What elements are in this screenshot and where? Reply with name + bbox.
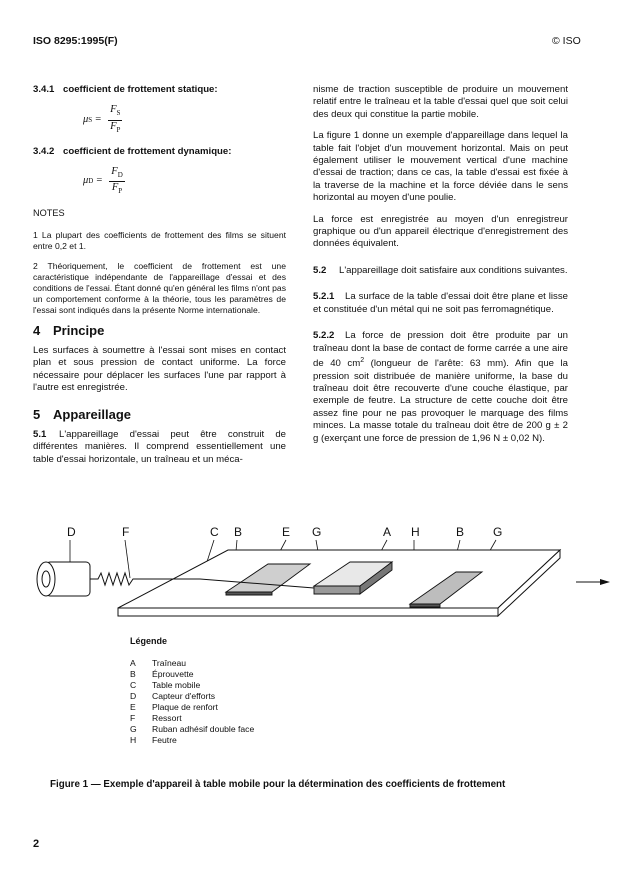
section-title: Principe xyxy=(53,322,105,338)
paragraph-text-b: (longueur de l'arête: 63 mm). Afin que la pression soit distribuée de manière uniforme, la base du traîneau doit être recouverte d'une couche élastique, par exemple de feutre. La structure de cette couche doit être assez fine pour ne pas provoquer le marquage des films minces. La masse totale du traîneau doit être de 200 g ± 2 g (exerçant une force de pression de 1,96 N ± 0,02 N). xyxy=(313,358,568,444)
equals-sign: = xyxy=(96,175,103,187)
left-column xyxy=(33,84,286,475)
legend-text: Feutre xyxy=(152,735,177,745)
paragraph-text: L'appareillage doit satisfaire aux conditions suivantes. xyxy=(339,264,568,276)
section-number: 4 xyxy=(33,322,41,338)
section-number xyxy=(313,291,345,302)
paragraph-figure-1: La figure 1 donne un exemple d'appareillage dans lequel la table fait l'objet d'un mouvement horizontal. Mais on peut également utiliser le mouvement vertical d'une machine d'essai de traction; dans ce cas, la table d'essai est fixée à la traverse de la machine et la force déviée dans le sens horizontal au moyen d'une poulie. xyxy=(313,130,568,204)
mu-subscript: S xyxy=(88,115,93,124)
leader-F xyxy=(125,540,130,578)
legend-text: Traîneau xyxy=(152,658,187,668)
strip-left-edge xyxy=(226,592,272,595)
sensor-hole xyxy=(42,571,50,587)
paragraph-5-2 xyxy=(313,265,568,277)
note-2: 2 Théoriquement, le coefficient de frottement est une caractéristique indépendante de l'appareillage d'essai et des conditions de l'essai. Étant donné qu'en général les films n'ont pas un comportement conforme à la théorie, tous les paramètres de l'essai sont indiqués dans la présente Norme internationale. xyxy=(33,260,286,315)
label-B: B xyxy=(234,525,243,539)
right-column xyxy=(313,84,568,454)
numerator xyxy=(108,104,122,120)
section-title: coefficient de frottement dynamique: xyxy=(63,145,232,157)
label-F: F xyxy=(122,525,130,539)
label-E: E xyxy=(282,525,291,539)
denominator-subscript: P xyxy=(116,125,121,134)
section-number: 5 xyxy=(33,406,41,422)
denominator xyxy=(108,121,122,136)
section-number-text: 5.2.2 xyxy=(313,330,335,342)
label-D: D xyxy=(67,525,76,539)
numerator-subscript: S xyxy=(116,109,121,118)
copyright-iso: © ISO xyxy=(552,35,581,47)
notes-title: NOTES xyxy=(33,208,65,219)
paragraph-5-2-2 xyxy=(313,330,568,445)
legend-item xyxy=(130,691,254,702)
denominator-symbol: F xyxy=(111,182,119,194)
legend-key: B xyxy=(130,669,136,679)
denominator-subscript: P xyxy=(118,187,123,196)
section-number-text: 5.1 xyxy=(33,429,47,441)
legend-item xyxy=(130,658,254,669)
section-number xyxy=(313,265,339,276)
section-number xyxy=(313,330,345,341)
principe-text: Les surfaces à soumettre à l'essai sont mises en contact plan et sous pression de contact uniforme. La force nécessaire pour déplacer les surfaces l'une par rapport à l'autre est enregistrée. xyxy=(33,345,286,394)
label-B: B xyxy=(456,525,465,539)
section-title: coefficient de frottement statique: xyxy=(63,84,218,95)
legend-item xyxy=(130,724,254,735)
page-number: 2 xyxy=(33,838,40,850)
force-sensor xyxy=(37,562,90,596)
fraction xyxy=(108,104,122,135)
heading-5 xyxy=(33,406,286,422)
legend-key: F xyxy=(130,713,136,723)
numerator xyxy=(109,166,124,182)
legend-key: G xyxy=(130,724,137,734)
legend-title: Légende xyxy=(130,636,168,646)
legend-item xyxy=(130,669,254,680)
figure-caption: Figure 1 — Exemple d'appareil à table mobile pour la détermination des coefficients de frottement xyxy=(50,779,506,790)
legend-text: Capteur d'efforts xyxy=(152,691,216,701)
legend-key: A xyxy=(130,658,136,668)
legend-list xyxy=(130,658,254,746)
legend-text: Ressort xyxy=(152,713,182,723)
legend-text: Ruban adhésif double face xyxy=(152,724,255,734)
heading-3-4-1 xyxy=(33,84,286,96)
paragraph-text: La surface de la table d'essai doit être plane et lisse et constituée d'un métal qui ne soit pas ferromagnétique. xyxy=(313,291,568,315)
formula-static xyxy=(83,104,286,135)
label-G: G xyxy=(493,525,503,539)
legend-text: Table mobile xyxy=(152,680,201,690)
section-number-text: 5.2 xyxy=(313,264,327,276)
section-number-text: 5.2.1 xyxy=(313,291,335,303)
note-1: 1 La plupart des coefficients de frottement des films se situent entre 0,2 et 1. xyxy=(33,229,286,251)
table-front-edge xyxy=(118,608,498,616)
equals-sign: = xyxy=(95,113,102,125)
document-id: ISO 8295:1995(F) xyxy=(33,35,118,47)
strip-right-edge xyxy=(410,604,440,607)
numerator-subscript: D xyxy=(117,171,123,180)
superscript: 2 xyxy=(360,356,365,364)
legend-item xyxy=(130,702,254,713)
heading-4 xyxy=(33,322,286,338)
denominator-symbol: F xyxy=(110,120,117,132)
label-C: C xyxy=(210,525,219,539)
heading-3-4-2 xyxy=(33,146,286,158)
sled-front xyxy=(314,586,360,594)
paragraph-text-a: La force de pression doit être produite par un traîneau dont la base de contact de forme carrée a une aire de 40 cm xyxy=(313,330,568,370)
label-G: G xyxy=(312,525,322,539)
label-A: A xyxy=(383,525,392,539)
legend-item xyxy=(130,713,254,724)
mu-symbol: μ xyxy=(83,113,89,125)
mu-subscript: D xyxy=(88,177,94,186)
paragraph-5-1 xyxy=(33,429,286,466)
legend-key: H xyxy=(130,735,137,745)
legend-key: D xyxy=(130,691,137,701)
paragraph-traction: nisme de traction susceptible de produire un mouvement relatif entre le traîneau et la table d'essai quel que soit celui des deux qui constitue la partie mobile. xyxy=(313,84,568,120)
paragraph-5-2-1 xyxy=(313,291,568,316)
paragraph-text: L'appareillage d'essai peut être construit de différentes manières. Il comprend essentiellement une table d'essai horizontale, un traîneau et un méca- xyxy=(33,429,286,465)
section-number xyxy=(33,429,59,440)
section-number: 3.4.2 xyxy=(33,145,55,157)
section-title: Appareillage xyxy=(53,406,132,422)
section-number: 3.4.1 xyxy=(33,84,55,95)
legend-text: Plaque de renfort xyxy=(152,702,218,712)
denominator xyxy=(110,182,124,197)
legend-text: Éprouvette xyxy=(152,669,194,679)
numerator-symbol: F xyxy=(111,166,118,177)
mu-symbol: μ xyxy=(83,175,89,187)
legend-item xyxy=(130,680,254,691)
legend-item xyxy=(130,735,254,746)
paragraph-enregistrement: La force est enregistrée au moyen d'un enregistreur graphique ou d'un appareil électrique d'enregistrement des données équivalent. xyxy=(313,213,568,250)
fraction xyxy=(109,166,124,197)
numerator-symbol: F xyxy=(110,104,117,116)
legend-key: C xyxy=(130,680,137,690)
apparatus-figure xyxy=(0,520,622,620)
legend-key: E xyxy=(130,702,136,712)
formula-dynamic xyxy=(83,166,286,197)
label-H: H xyxy=(411,525,420,539)
motion-arrow-icon xyxy=(600,579,610,585)
